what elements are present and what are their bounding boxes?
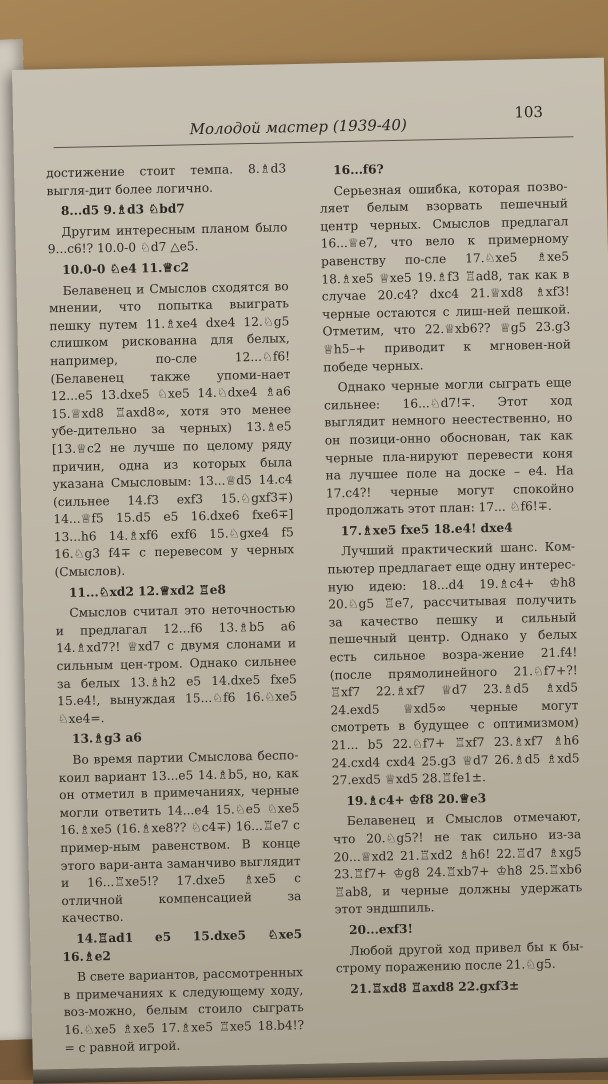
paragraph: достижение стоит темпа. 8.♗d3 выгля-дит более логично. bbox=[46, 161, 287, 198]
book-page bbox=[12, 58, 608, 1070]
paragraph: Смыслов считал это неточностью и предлагал 12...f6 13.♗b5 a6 14.♗xd7?! ♕xd7 с двумя слонами и сильным цен-тром. Однако сильнее за белых 13.♗h2 e5 14.dxe5 fxe5 15.e4!, вынуждая 15...♘f6 16.♘xe5 ♘xe4=. bbox=[55, 601, 298, 726]
paragraph: В свете вариантов, рассмотренных в примечаниях к следующему ходу, воз-можно, белым стоило сыграть 16.♘xe5 ♗xe5 17.♗xe5 ♖xe5 18.b4!?= с равной игрой. bbox=[63, 965, 305, 1055]
running-head: Молодой мастер (1939-40) bbox=[189, 115, 408, 139]
move-line: 16...f6? bbox=[333, 162, 384, 178]
page-number: 103 bbox=[514, 102, 544, 122]
paragraph: Любой другой ход привел бы к бы-строму поражению после 21.♘g5. bbox=[335, 938, 584, 976]
paragraph: Белавенец и Смыслов сходятся во мнении, что попытка выиграть пешку путем 11.♗xe4 dxe4 12.♘g5 слишком рискованна для белых, например, по-сле 12...♘f6! (Белавенец также упоми-нает 12...e5 13.dxe5 ♘xe5 14.♘dxe4 ♗a6 15.♕xd8 ♖axd8∞, хотя это менее убе-дительно за черных) 13.♗e5 [13.♕c2 не лучше по целому ряду причин, одна из которых была указана Смысловым: 13...♕d5 14.c4 (сильнее 14.f3 exf3 15.♘gxf3∓) 14...♕f5 15.d5 e5 16.dxe6 fxe6∓] 13...h6 14.♗xf6 exf6 15.♘gxe4 f5 16.♘g3 f4∓ с перевесом у черных (Смыслов). bbox=[48, 278, 295, 580]
move-line: 11...♘xd2 12.♕xd2 ♖e8 bbox=[68, 582, 227, 600]
move-line: 20...exf3! bbox=[348, 921, 414, 938]
move-line: 21.♖xd8 ♖axd8 22.gxf3± bbox=[350, 978, 520, 996]
move-line: 13.♗g3 a6 bbox=[71, 730, 142, 747]
move-line: 17.♗xe5 fxe5 18.e4! dxe4 bbox=[340, 520, 513, 539]
move-line: 14.♖ad1 e5 15.dxe5 ♘xe5 16.♗e2 bbox=[62, 927, 303, 964]
paragraph: Белавенец и Смыслов отмечают, что 20.♘g5?! не так сильно из-за 20...♕xd2 21.♖xd2 ♗h6! 22.♖d7 ♗xg5 23.♖f7+ ♔g8 24.♖xb7+ ♔h8 25.♖xb6 ♖ab8, и черные должны удержать этот эндшпиль. bbox=[333, 809, 583, 917]
paragraph: Серьезная ошибка, которая позво-ляет белым взорвать пешечный центр черных. Смыслов предлагал 16...♕e7, что вело к примерному равенству по-сле 17.♘xe5 ♗xe5 18.♗xe5 ♕xe5 19.♗f3 ♖ad8, так как в случае 20.c4? dxc4 21.♕xd8 ♗xf3! черные остаются с лиш-ней пешкой. Отметим, что 22.♕xb6?? ♕g5 23.g3 ♕h5–+ приводит к мгновен-ной победе черных. bbox=[319, 178, 572, 375]
paragraph: Лучший практический шанс. Ком-пьютер предлагает еще одну интерес-ную идею: 18...d4 19.♗c4+ ♔h8 20.♘g5 ♖e7, рассчитывая получить за качество пешку и сильный пешечный центр. Однако у белых есть сильное возра-жение 21.f4! (после прямолинейного 21.♘f7+?! ♖xf7 22.♗xf7 ♕d7 23.♗d5 ♗xd5 24.exd5 ♕xd5∞ черные могут смотреть в будущее с оптимизмом) 21... b5 22.♘f7+ ♖xf7 23.♗xf7 ♗h6 24.cxd4 cxd4 25.g3 ♕d7 26.♗d5 ♗xd5 27.exd5 ♕xd5 28.♖fe1±. bbox=[327, 539, 580, 788]
right-column bbox=[319, 154, 585, 1001]
paragraph: Однако черные могли сыграть еще сильнее: 16...♘d7!∓. Этот ход выглядит немного неестественно, но он позици-онно обоснован, так как черные пла-нируют перевести коня на лучшее поле на доске – e4. На 17.c4?! черные могут спокойно продолжать этот план: 17... ♘f6!∓. bbox=[323, 375, 575, 518]
move-line: 19.♗c4+ ♔f8 20.♕e3 bbox=[346, 791, 487, 808]
header-rule bbox=[54, 136, 574, 148]
move-line: 8...d5 9.♗d3 ♘bd7 bbox=[60, 201, 185, 219]
paragraph: Другим интересным планом было 9...c6!? 10.0-0 ♘d7 △e5. bbox=[47, 220, 288, 257]
move-line: 10.0-0 ♘e4 11.♕c2 bbox=[62, 260, 190, 277]
left-column bbox=[46, 160, 305, 1060]
paragraph: Во время партии Смыслова беспо-коил вариант 13...e5 14.♗b5, но, как он отметил в примечаниях, черные могли ответить 14...e4 15.♘e5 ♘xe5 16.♗xe5 (16.♗xe8?? ♘c4∓) 16...♖e7 с пример-ным равенством. В конце этого вари-анта заманчиво выглядит и 16...♖xe5!? 17.dxe5 ♗xe5 с отличной компенсацией за качество. bbox=[58, 748, 302, 926]
